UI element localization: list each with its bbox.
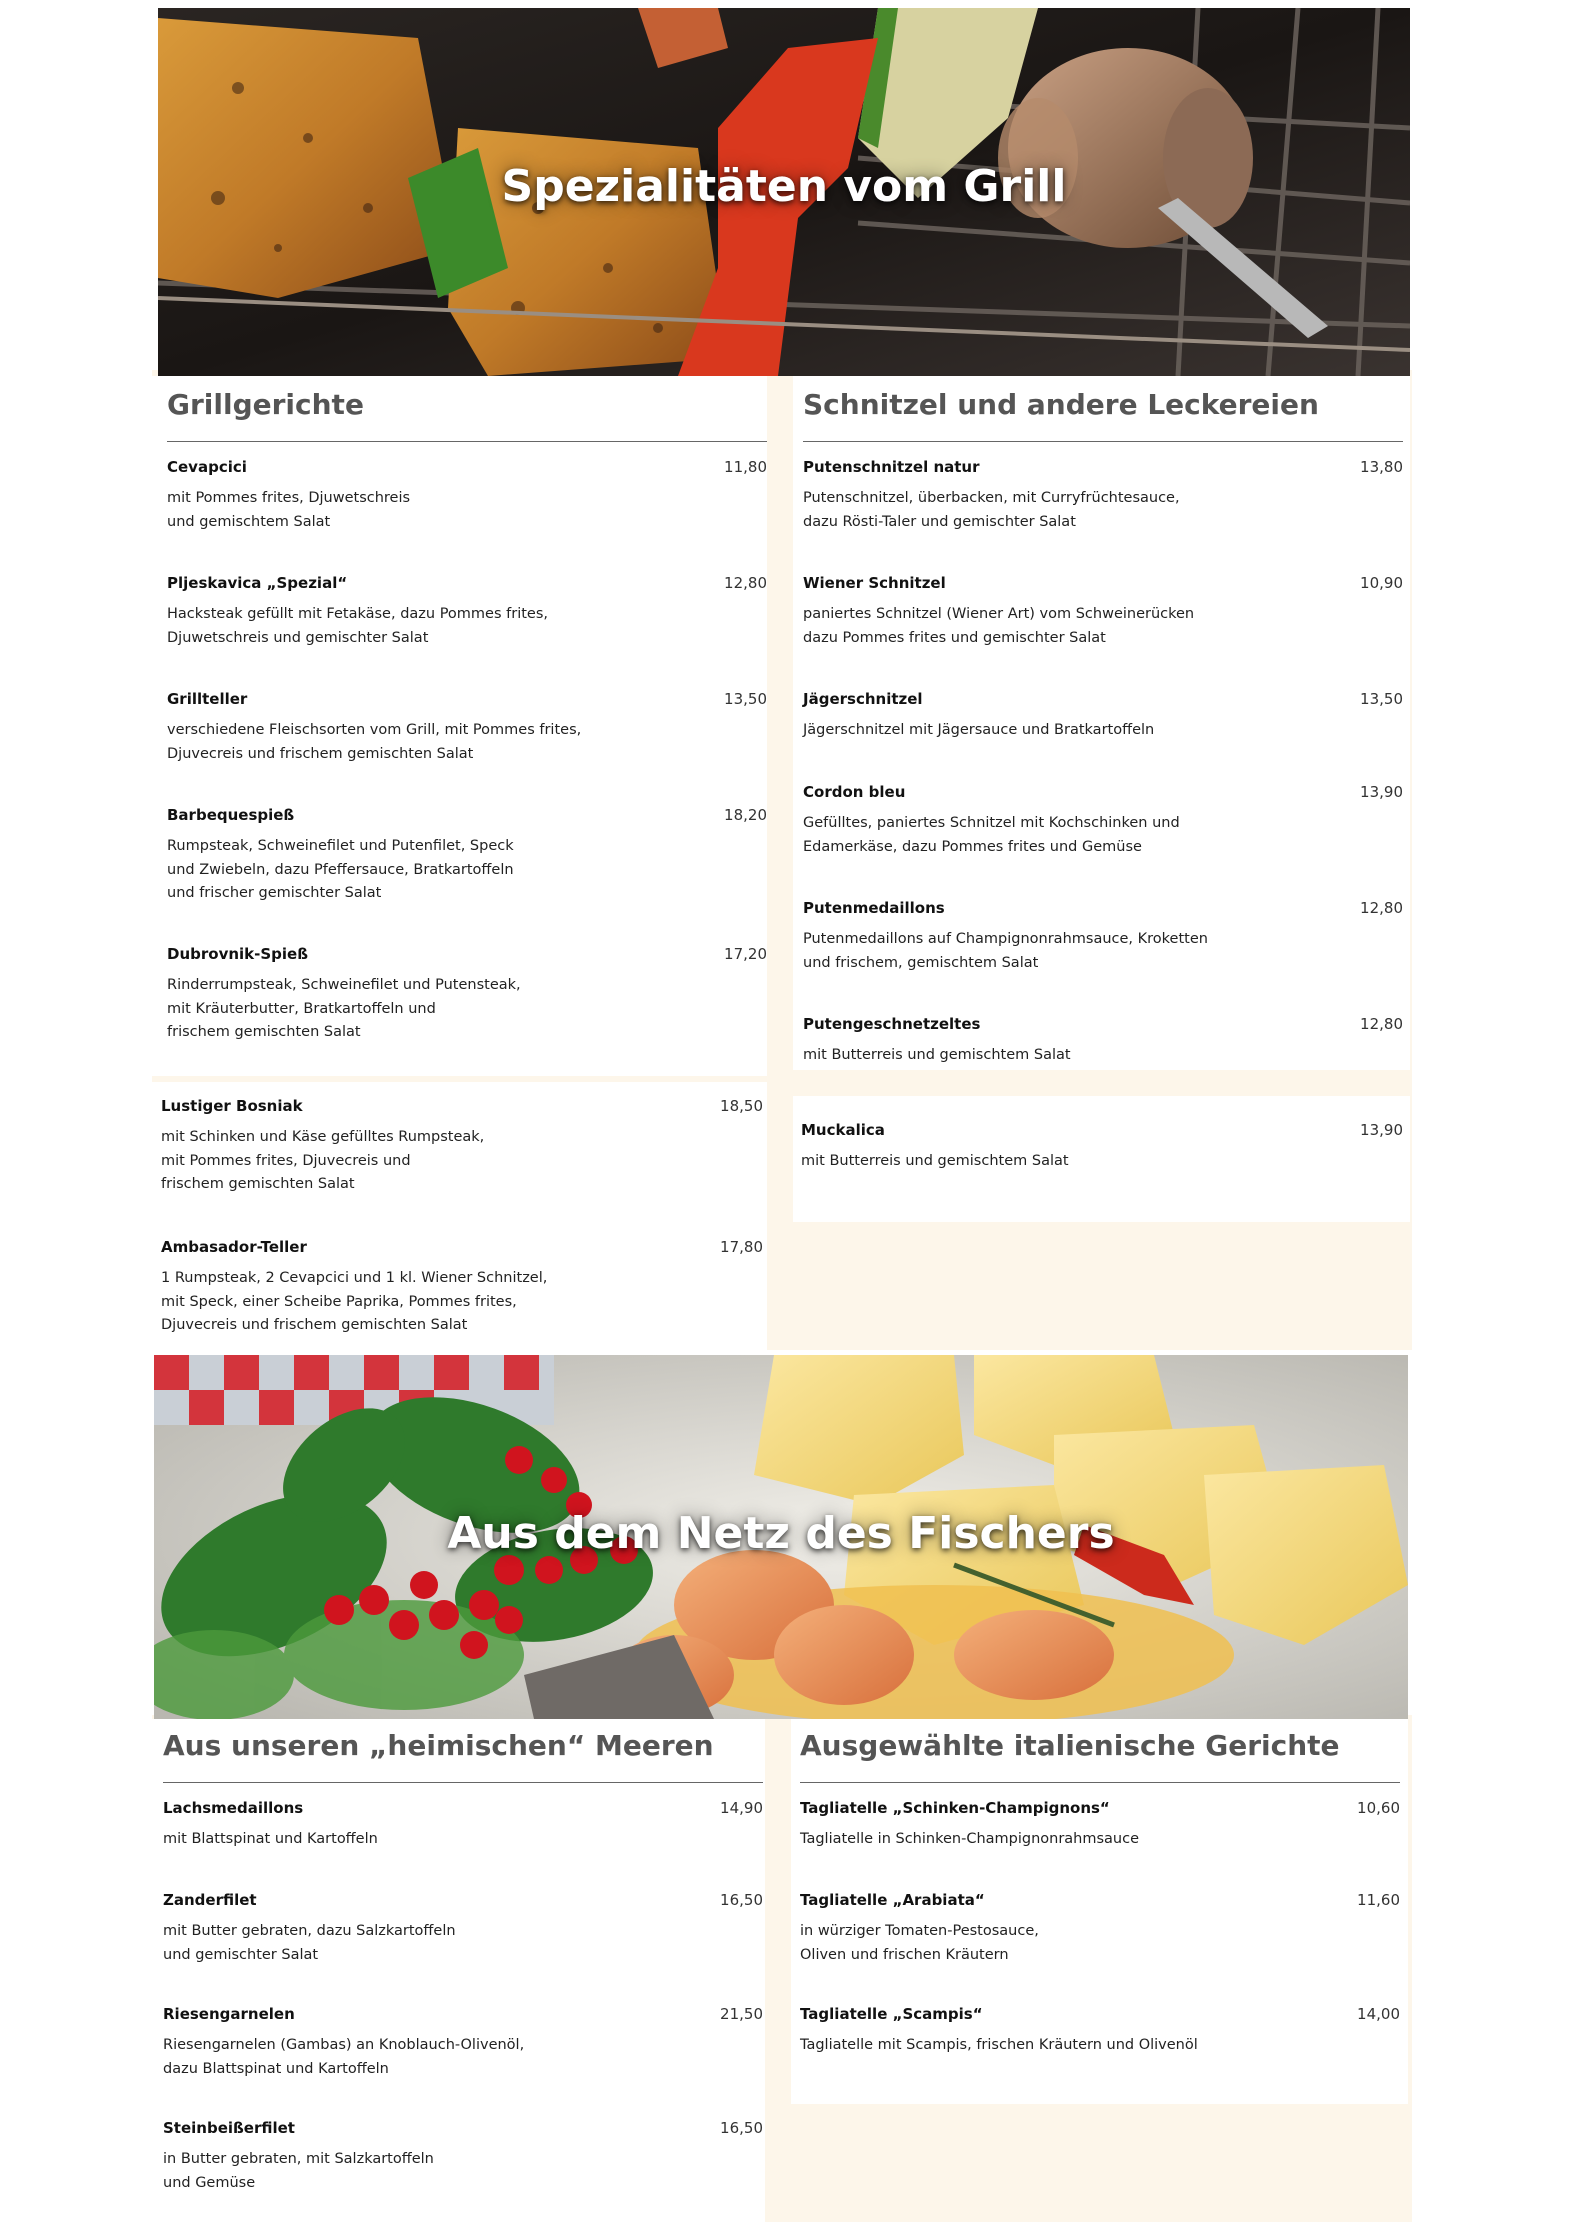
item-name: Pljeskavica „Spezial“: [167, 574, 348, 592]
menu-item: [163, 2005, 763, 2081]
hero-image-fish: [154, 1355, 1408, 1719]
item-description: Putenmedaillons auf Champignonrahmsauce, Kroketten und frischem, gemischtem Salat: [803, 931, 1208, 971]
item-name: Wiener Schnitzel: [803, 574, 946, 592]
menu-item: [161, 1238, 763, 1338]
menu-item: [800, 1799, 1400, 1852]
item-name: Muckalica: [801, 1121, 885, 1139]
item-name: Jägerschnitzel: [803, 690, 923, 708]
menu-item: [800, 1891, 1400, 1967]
item-description: mit Butterreis und gemischtem Salat: [801, 1153, 1069, 1169]
item-price: 11,60: [1357, 1891, 1400, 1909]
menu-item: [167, 806, 767, 906]
item-name: Tagliatelle „Schinken-Champignons“: [800, 1799, 1110, 1817]
item-description: in Butter gebraten, mit Salzkartoffeln und Gemüse: [163, 2151, 434, 2191]
section-rule: [167, 441, 767, 442]
item-name: Dubrovnik-Spieß: [167, 945, 309, 963]
item-name: Barbequespieß: [167, 806, 295, 824]
item-price: 16,50: [720, 2119, 763, 2137]
item-description: Putenschnitzel, überbacken, mit Curryfrüchtesauce, dazu Rösti-Taler und gemischter Salat: [803, 490, 1180, 530]
item-name: Steinbeißerfilet: [163, 2119, 295, 2137]
item-price: 13,50: [1360, 690, 1403, 708]
item-description: Rinderrumpsteak, Schweinefilet und Putensteak, mit Kräuterbutter, Bratkartoffeln und frischem gemischten Salat: [167, 977, 521, 1040]
section-rule: [803, 441, 1403, 442]
item-name: Riesengarnelen: [163, 2005, 295, 2023]
item-price: 12,80: [1360, 899, 1403, 917]
item-description: Tagliatelle in Schinken-Champignonrahmsauce: [800, 1831, 1140, 1847]
item-name: Tagliatelle „Arabiata“: [800, 1891, 985, 1909]
menu-item: [803, 1015, 1403, 1068]
item-name: Lachsmedaillons: [163, 1799, 304, 1817]
menu-item: [803, 783, 1403, 859]
item-name: Grillteller: [167, 690, 248, 708]
item-price: 11,80: [724, 458, 767, 476]
item-description: mit Blattspinat und Kartoffeln: [163, 1831, 378, 1847]
menu-item: [163, 1891, 763, 1967]
item-description: mit Pommes frites, Djuwetschreis und gemischtem Salat: [167, 490, 411, 530]
menu-item: [167, 945, 767, 1045]
item-name: Putenmedaillons: [803, 899, 945, 917]
section-rule: [800, 1782, 1400, 1783]
item-description: Hacksteak gefüllt mit Fetakäse, dazu Pommes frites, Djuwetschreis und gemischter Salat: [167, 606, 548, 646]
item-name: Putengeschnetzeltes: [803, 1015, 981, 1033]
menu-item: [167, 458, 767, 534]
section-heading-meere: Aus unseren „heimischen“ Meeren: [163, 1729, 714, 1762]
section-heading-italienisch: Ausgewählte italienische Gerichte: [800, 1729, 1340, 1762]
item-price: 13,50: [724, 690, 767, 708]
item-price: 17,20: [724, 945, 767, 963]
item-price: 10,60: [1357, 1799, 1400, 1817]
item-description: Jägerschnitzel mit Jägersauce und Bratkartoffeln: [803, 722, 1155, 738]
item-description: paniertes Schnitzel (Wiener Art) vom Schweinerücken dazu Pommes frites und gemischter Salat: [803, 606, 1195, 646]
menu-item: [167, 574, 767, 650]
item-name: Putenschnitzel natur: [803, 458, 980, 476]
hero-title-grill: Spezialitäten vom Grill: [501, 161, 1067, 212]
item-name: Cevapcici: [167, 458, 247, 476]
menu-item: [803, 899, 1403, 975]
item-description: Tagliatelle mit Scampis, frischen Kräutern und Olivenöl: [800, 2037, 1198, 2053]
item-name: Zanderfilet: [163, 1891, 257, 1909]
hero-title-fish: Aus dem Netz des Fischers: [447, 1508, 1115, 1559]
item-description: mit Schinken und Käse gefülltes Rumpsteak, mit Pommes frites, Djuvecreis und frischem gemischten Salat: [161, 1129, 485, 1192]
item-description: Rumpsteak, Schweinefilet und Putenfilet, Speck und Zwiebeln, dazu Pfeffersauce, Bratkartoffeln und frischer gemischter Salat: [167, 838, 514, 901]
item-price: 14,00: [1357, 2005, 1400, 2023]
hero-image-grill: [158, 8, 1410, 376]
item-price: 13,90: [1360, 1121, 1403, 1139]
item-description: Gefülltes, paniertes Schnitzel mit Kochschinken und Edamerkäse, dazu Pommes frites und Gemüse: [803, 815, 1180, 855]
menu-item: [161, 1097, 763, 1197]
section-heading-schnitzel: Schnitzel und andere Leckereien: [803, 388, 1319, 421]
item-description: in würziger Tomaten-Pestosauce, Oliven und frischen Kräutern: [800, 1923, 1039, 1963]
item-name: Ambasador-Teller: [161, 1238, 307, 1256]
menu-item: [803, 574, 1403, 650]
section-heading-grillgerichte: Grillgerichte: [167, 388, 364, 421]
item-price: 10,90: [1360, 574, 1403, 592]
item-price: 18,20: [724, 806, 767, 824]
menu-item: [800, 2005, 1400, 2058]
menu-item: [167, 690, 767, 766]
item-name: Lustiger Bosniak: [161, 1097, 303, 1115]
section-rule: [163, 1782, 763, 1783]
item-price: 18,50: [720, 1097, 763, 1115]
menu-item: [163, 1799, 763, 1852]
item-description: verschiedene Fleischsorten vom Grill, mit Pommes frites, Djuvecreis und frischem gemischten Salat: [167, 722, 582, 762]
item-price: 17,80: [720, 1238, 763, 1256]
menu-item: [801, 1121, 1403, 1174]
item-description: Riesengarnelen (Gambas) an Knoblauch-Olivenöl, dazu Blattspinat und Kartoffeln: [163, 2037, 525, 2077]
item-name: Tagliatelle „Scampis“: [800, 2005, 983, 2023]
item-name: Cordon bleu: [803, 783, 906, 801]
menu-item: [803, 458, 1403, 534]
item-price: 13,80: [1360, 458, 1403, 476]
item-price: 21,50: [720, 2005, 763, 2023]
item-price: 16,50: [720, 1891, 763, 1909]
item-description: mit Butterreis und gemischtem Salat: [803, 1047, 1071, 1063]
item-price: 14,90: [720, 1799, 763, 1817]
item-price: 13,90: [1360, 783, 1403, 801]
menu-item: [163, 2119, 763, 2195]
item-price: 12,80: [1360, 1015, 1403, 1033]
item-price: 12,80: [724, 574, 767, 592]
menu-item: [803, 690, 1403, 743]
item-description: 1 Rumpsteak, 2 Cevapcici und 1 kl. Wiener Schnitzel, mit Speck, einer Scheibe Paprika, Pommes frites, Djuvecreis und frischem gemischten Salat: [161, 1270, 548, 1333]
item-description: mit Butter gebraten, dazu Salzkartoffeln und gemischter Salat: [163, 1923, 456, 1963]
